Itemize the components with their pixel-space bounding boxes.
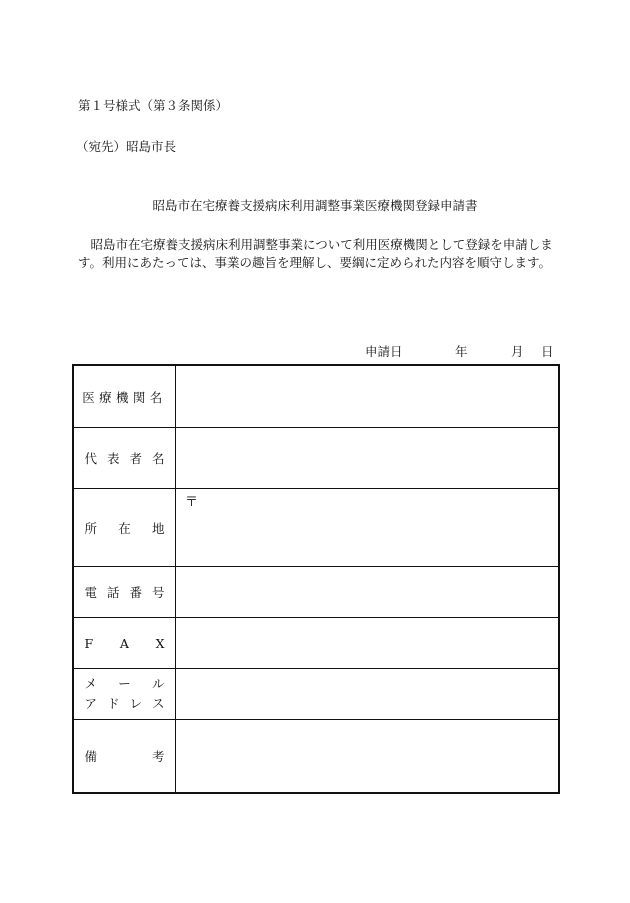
application-date-line xyxy=(365,342,554,360)
address-field[interactable] xyxy=(177,489,558,566)
address-label: 所 在 地 xyxy=(74,489,176,566)
row-remarks xyxy=(74,720,558,792)
institution-name-label: 医療機関名 xyxy=(74,366,176,427)
fax-label: F A X xyxy=(74,618,176,668)
document-title: 昭島市在宅療養支援病床利用調整事業医療機関登録申請書 xyxy=(152,198,478,213)
phone-label: 電 話 番 号 xyxy=(74,567,176,617)
year-label: 年 xyxy=(455,344,468,359)
representative-field[interactable] xyxy=(177,428,558,488)
institution-name-field[interactable] xyxy=(177,366,558,427)
row-fax xyxy=(74,618,558,669)
fax-field[interactable] xyxy=(177,618,558,668)
addressee: （宛先）昭島市長 xyxy=(76,139,177,154)
row-phone xyxy=(74,567,558,618)
remarks-field[interactable] xyxy=(177,720,558,792)
email-field[interactable] xyxy=(177,669,558,719)
row-institution-name xyxy=(74,366,558,428)
form-number: 第１号様式（第３条関係） xyxy=(78,98,229,113)
day-label: 日 xyxy=(541,344,554,359)
representative-label: 代 表 者 名 xyxy=(74,428,176,488)
registration-form-table xyxy=(72,364,560,794)
row-email xyxy=(74,669,558,720)
row-address xyxy=(74,489,558,567)
postal-mark: 〒 xyxy=(185,495,199,510)
phone-field[interactable] xyxy=(177,567,558,617)
month-label: 月 xyxy=(511,344,524,359)
remarks-label: 備 考 xyxy=(74,720,176,792)
application-statement: 昭島市在宅療養支援病床利用調整事業について利用医療機関として登録を申請します。利用にあたっては、事業の趣旨を理解し、要綱に定められた内容を順守します。 xyxy=(78,237,553,270)
email-label: メ ー ル ア ド レ ス xyxy=(74,669,176,719)
row-representative xyxy=(74,428,558,489)
application-date-label: 申請日 xyxy=(365,344,403,359)
